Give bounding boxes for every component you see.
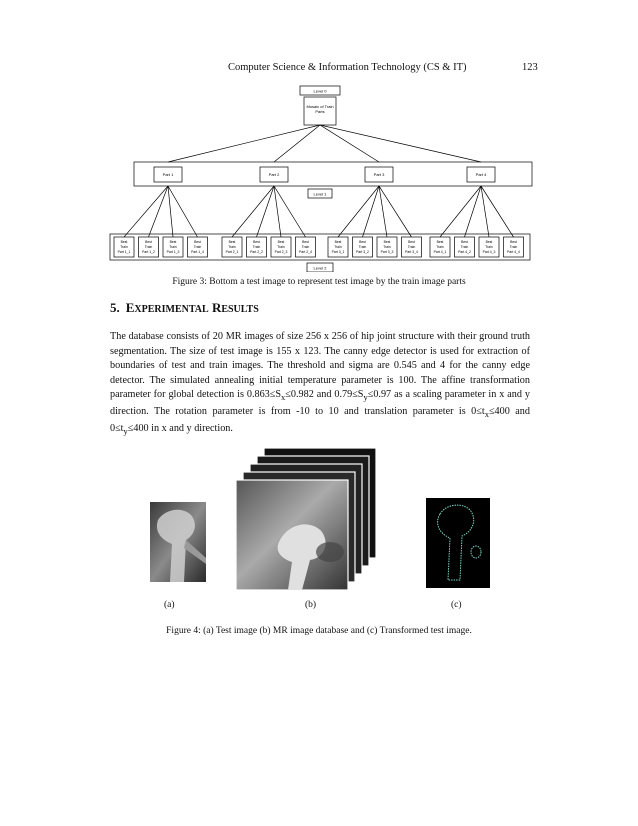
leaf-node-id: Part 4_4 — [507, 250, 520, 254]
leaf-node-id: Part 4_1 — [433, 250, 447, 254]
leaf-node-id: Part 2_4 — [299, 250, 312, 254]
part3-label: Part 3 — [373, 172, 385, 177]
subscript-x: x — [484, 409, 489, 420]
leaf-node-label: Best — [334, 240, 342, 244]
transformed-test-image-panel — [426, 498, 490, 588]
leaf-node-label: Best — [359, 240, 366, 244]
body-text-5: ≤400 in x and y direction. — [127, 422, 233, 434]
leaf-node-label: Train — [358, 245, 367, 249]
leaf-node-label: Best — [253, 240, 260, 244]
body-text-3: ≤0.97 as a scaling parameter in x and y direction. The rotation parameter is from -10 to 10 and translation parameter is 0≤t — [110, 389, 531, 417]
leaf-connector — [481, 186, 514, 237]
section-number: 5. — [110, 300, 120, 315]
leaf-node-label: Train — [301, 245, 310, 249]
leaf-connector — [363, 186, 380, 237]
figure3-hierarchy-diagram — [100, 82, 540, 272]
leaf-node-label: Best — [120, 240, 128, 244]
leaf-node-label: Best — [169, 240, 177, 244]
leaf-connector — [338, 186, 379, 237]
leaf-node-label: Train — [383, 245, 391, 249]
leaf-node-id: Part 1_4 — [191, 250, 204, 254]
test-image-panel — [150, 502, 206, 582]
level0-label: Level 0 — [313, 88, 327, 94]
leaf-connector — [149, 186, 169, 237]
leaf-node-label: Train — [144, 245, 153, 249]
panel-label-b: (b) — [305, 600, 317, 610]
root-label-line2: Parts — [315, 109, 325, 114]
leaf-node-label: Best — [510, 240, 517, 244]
leaf-node-label: Best — [461, 240, 468, 244]
leaf-node-id: Part 1_2 — [142, 250, 155, 254]
leaf-connector — [232, 186, 274, 237]
leaf-node-label: Train — [228, 245, 236, 249]
leaf-connector — [379, 186, 412, 237]
leaf-node-label: Best — [302, 240, 309, 244]
leaf-node-id: Part 4_3 — [482, 250, 496, 254]
subscript-y: y — [363, 392, 368, 403]
leaf-connector — [274, 186, 306, 237]
leaf-node-label: Train — [169, 245, 177, 249]
leaf-node-label: Train — [277, 245, 285, 249]
body-text-1: The database consists of 20 MR images of size 256 x 256 of hip joint structure with their ground truth segmentation. The size of test image is 155 x 123. The canny edge detector is used for extraction of boundaries of test and train images. The threshold and sigma are 0.545 and 4 for the canny edge detector. The simulated annealing initial temperature parameter is 100. The affine transformation parameter for global detection is 0.863≤S — [110, 331, 530, 401]
leaf-node-id: Part 3_3 — [380, 250, 394, 254]
leaf-connector — [481, 186, 489, 237]
leaf-node-label: Train — [460, 245, 469, 249]
leaf-node-label: Train — [436, 245, 444, 249]
leaf-node-id: Part 2_1 — [225, 250, 239, 254]
leaf-node-label: Best — [485, 240, 493, 244]
section-title-rest1: XPERIMENTAL — [134, 304, 209, 315]
running-title: Computer Science & Information Technology (CS & IT) — [228, 62, 467, 73]
section-title-cap1: E — [125, 300, 135, 315]
leaf-node-label: Train — [252, 245, 261, 249]
body-paragraph — [110, 330, 530, 438]
root-label-line1: Mosaic of Train — [306, 104, 334, 109]
leaf-node-label: Train — [485, 245, 493, 249]
leaf-connector — [274, 186, 281, 237]
leaf-connector — [440, 186, 481, 237]
leaf-node-label: Train — [120, 245, 128, 249]
section-heading — [110, 300, 259, 316]
figure4-caption: Figure 4: (a) Test image (b) MR image database and (c) Transformed test image. — [166, 626, 472, 636]
leaf-node-label: Best — [408, 240, 415, 244]
leaf-node-label: Train — [334, 245, 342, 249]
subscript-x: x — [281, 392, 286, 403]
panel-label-c: (c) — [451, 600, 462, 610]
leaf-node-id: Part 1_1 — [117, 250, 131, 254]
leaf-node-id: Part 3_1 — [331, 250, 345, 254]
level2-label: Level 2 — [313, 265, 327, 271]
leaf-node-label: Best — [383, 240, 391, 244]
leaf-node-id: Part 3_2 — [356, 250, 369, 254]
level1-container — [134, 162, 532, 186]
mr-database-stack — [236, 448, 376, 590]
part1-label: Part 1 — [162, 172, 174, 177]
leaf-node-id: Part 3_4 — [405, 250, 418, 254]
leaf-node-label: Best — [277, 240, 285, 244]
leaf-node-label: Best — [194, 240, 201, 244]
section-title-cap2: R — [211, 300, 222, 315]
leaf-connector — [379, 186, 387, 237]
level1-label: Level 1 — [313, 191, 327, 197]
leaf-node-label: Best — [145, 240, 152, 244]
leaf-node-id: Part 2_3 — [274, 250, 288, 254]
section-title-rest2: ESULTS — [221, 304, 259, 315]
leaf-node-label: Train — [407, 245, 416, 249]
leaf-node-label: Best — [228, 240, 236, 244]
body-text-2: ≤0.982 and 0.79≤S — [285, 389, 364, 401]
part4-label: Part 4 — [475, 172, 487, 177]
leaf-connector — [465, 186, 482, 237]
leaf-connector — [124, 186, 168, 237]
leaf-node-label: Train — [193, 245, 202, 249]
leaf-node-id: Part 1_3 — [166, 250, 180, 254]
part2-label: Part 2 — [268, 172, 280, 177]
subscript-y: y — [123, 425, 128, 436]
leaf-node-id: Part 4_2 — [458, 250, 471, 254]
leaf-connector — [257, 186, 275, 237]
page-number: 123 — [522, 62, 538, 73]
leaf-node-label: Train — [509, 245, 518, 249]
figure4-images — [140, 440, 520, 610]
panel-label-a: (a) — [164, 600, 175, 610]
figure3-caption: Figure 3: Bottom a test image to represent test image by the train image parts — [172, 277, 466, 287]
leaf-node-label: Best — [436, 240, 444, 244]
body-text-4: ≤400 and 0≤t — [110, 406, 530, 434]
leaf-node-id: Part 2_2 — [250, 250, 263, 254]
